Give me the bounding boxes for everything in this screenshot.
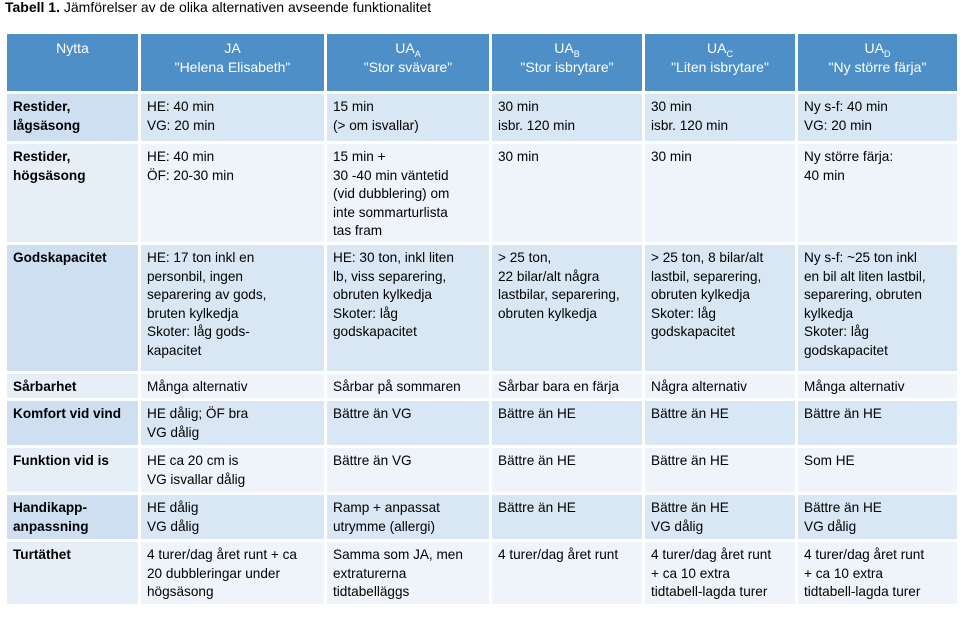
row-label: Funktion vid is (7, 448, 138, 492)
cell-ua-a: Samma som JA, men extraturerna tidtabelläggs (327, 542, 489, 604)
cell-ua-b: Sårbar bara en färja (492, 374, 642, 398)
table-row-funktion-is (7, 448, 957, 492)
header-ua-b (492, 34, 642, 91)
cell-ua-a: Bättre än VG (327, 401, 489, 445)
cell-ua-d: 4 turer/dag året runt + ca 10 extra tidtabell-lagda turer (798, 542, 957, 604)
cell-ua-a: Bättre än VG (327, 448, 489, 492)
caption-label: Tabell 1. (5, 0, 60, 15)
table-row-restider-lag (7, 94, 957, 141)
cell-ua-a: 15 min + 30 -40 min väntetid (vid dubblering) om inte sommarturlista tas fram (327, 144, 489, 242)
cell-ua-b: Bättre än HE (492, 401, 642, 445)
cell-ua-d: Många alternativ (798, 374, 957, 398)
table-row-turtathet (7, 542, 957, 604)
cell-ua-d: Ny s-f: 40 min VG: 20 min (798, 94, 957, 141)
header-ua-d-title: $UA_D$ (864, 40, 891, 59)
header-ua-d-sub: "Ny större färja" (828, 59, 927, 75)
header-ua-a (327, 34, 489, 91)
cell-ua-c: > 25 ton, 8 bilar/alt lastbil, separering, obruten kylkedja Skoter: låg godskapacitet (645, 245, 795, 371)
comparison-table (4, 31, 960, 607)
header-ua-c-title: $UA_C$ (707, 40, 733, 59)
cell-ua-c: Några alternativ (645, 374, 795, 398)
header-ua-d (798, 34, 957, 91)
row-label: Komfort vid vind (7, 401, 138, 445)
table-row-restider-hog (7, 144, 957, 242)
cell-ua-c: 4 turer/dag året runt + ca 10 extra tidtabell-lagda turer (645, 542, 795, 604)
cell-ua-d: Bättre än HE VG dålig (798, 495, 957, 539)
header-ja (141, 34, 324, 91)
cell-ja: Många alternativ (141, 374, 324, 398)
cell-ua-c: 30 min (645, 144, 795, 242)
cell-ja: HE dålig VG dålig (141, 495, 324, 539)
cell-ua-a: Ramp + anpassat utrymme (allergi) (327, 495, 489, 539)
cell-ua-c: Bättre än HE (645, 401, 795, 445)
header-nytta: Nytta (7, 34, 138, 91)
cell-ua-b: 4 turer/dag året runt (492, 542, 642, 604)
caption-text: Jämförelser av de olika alternativen avseende funktionalitet (59, 0, 432, 15)
header-ja-sub: "Helena Elisabeth" (174, 59, 291, 75)
cell-ua-a: HE: 30 ton, inkl liten lb, viss separering, obruten kylkedja Skoter: låg godskapacitet (327, 245, 489, 371)
cell-ua-b: > 25 ton, 22 bilar/alt några lastbilar, separering, obruten kylkedja (492, 245, 642, 371)
header-ua-b-sub: "Stor isbrytare" (520, 59, 614, 75)
table-row-komfort (7, 401, 957, 445)
header-ja-title: JA (224, 40, 241, 56)
cell-ua-d: Som HE (798, 448, 957, 492)
row-label: Sårbarhet (7, 374, 138, 398)
cell-ua-b: 30 min (492, 144, 642, 242)
row-label: Restider, lågsäsong (7, 94, 138, 141)
table-header-row (7, 34, 957, 91)
header-ua-a-sub: "Stor svävare" (363, 59, 453, 75)
cell-ua-d: Ny s-f: ~25 ton inkl en bil alt liten lastbil, separering, obruten kylkedja Skoter: låg godskapacitet (798, 245, 957, 371)
cell-ja: HE: 40 min ÖF: 20-30 min (141, 144, 324, 242)
cell-ua-b: Bättre än HE (492, 495, 642, 539)
table-row-handikapp (7, 495, 957, 539)
cell-ja: HE ca 20 cm is VG isvallar dålig (141, 448, 324, 492)
header-ua-a-title: $UA_A$ (395, 40, 421, 59)
header-ua-c (645, 34, 795, 91)
cell-ja: HE dålig; ÖF bra VG dålig (141, 401, 324, 445)
table-caption (5, 0, 431, 22)
header-ua-b-title: $UA_B$ (554, 40, 580, 59)
cell-ua-b: Bättre än HE (492, 448, 642, 492)
cell-ua-d: Bättre än HE (798, 401, 957, 445)
cell-ua-a: 15 min (> om isvallar) (327, 94, 489, 141)
cell-ja: HE: 40 min VG: 20 min (141, 94, 324, 141)
table-row-sarbarhet (7, 374, 957, 398)
table-row-godskapacitet (7, 245, 957, 371)
header-ua-c-sub: "Liten isbrytare" (671, 59, 769, 75)
cell-ja: 4 turer/dag året runt + ca 20 dubbleringar under högsäsong (141, 542, 324, 604)
cell-ua-c: Bättre än HE VG dålig (645, 495, 795, 539)
row-label: Turtäthet (7, 542, 138, 604)
cell-ua-c: Bättre än HE (645, 448, 795, 492)
row-label: Restider, högsäsong (7, 144, 138, 242)
cell-ua-a: Sårbar på sommaren (327, 374, 489, 398)
cell-ua-d: Ny större färja: 40 min (798, 144, 957, 242)
row-label: Handikapp- anpassning (7, 495, 138, 539)
row-label: Godskapacitet (7, 245, 138, 371)
cell-ua-b: 30 min isbr. 120 min (492, 94, 642, 141)
cell-ua-c: 30 min isbr. 120 min (645, 94, 795, 141)
cell-ja: HE: 17 ton inkl en personbil, ingen separering av gods, bruten kylkedja Skoter: låg gods- kapacitet (141, 245, 324, 371)
